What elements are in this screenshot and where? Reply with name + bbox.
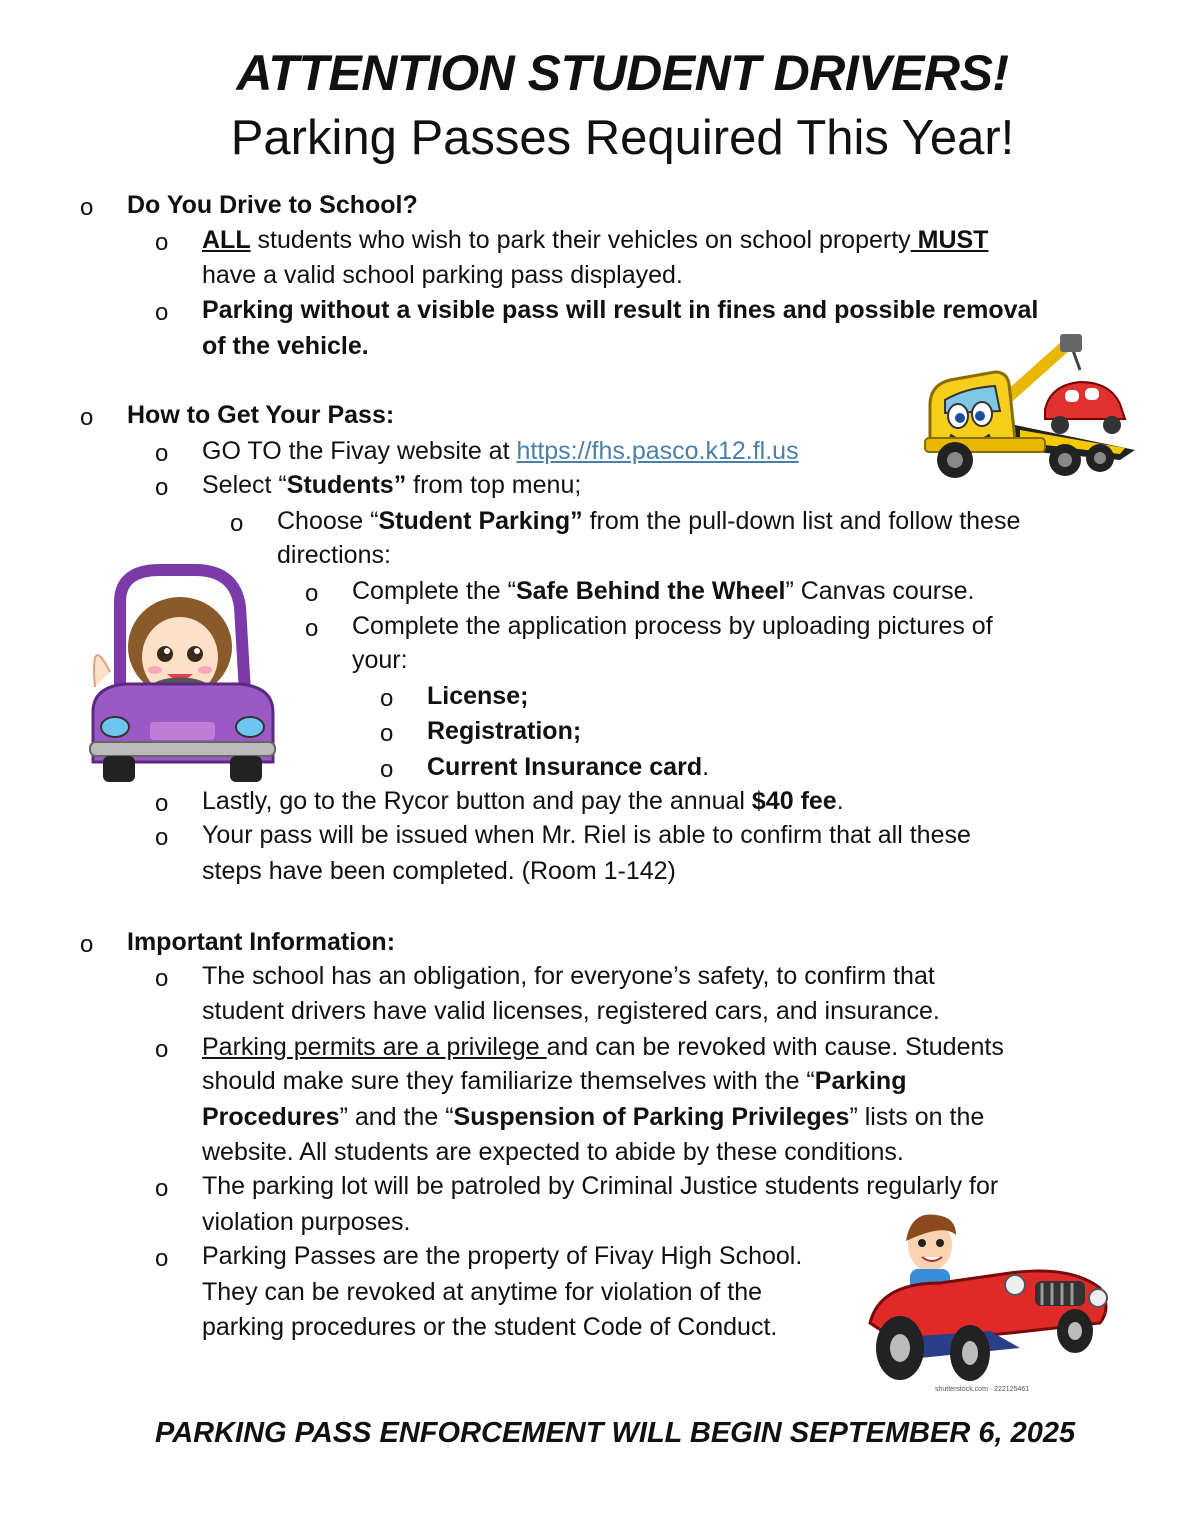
- list-item: Parking without a visible pass will result in fines and possible removal: [202, 296, 1039, 324]
- section-heading-how: How to Get Your Pass:: [127, 401, 395, 429]
- list-item-cont: student drivers have valid licenses, registered cars, and insurance.: [202, 997, 940, 1025]
- bullet: o: [80, 404, 94, 431]
- image-credit: shutterstock.com · 222125461: [935, 1386, 1030, 1393]
- list-item-cont: parking procedures or the student Code of Conduct.: [202, 1313, 778, 1341]
- list-item-cont: They can be revoked at anytime for violation of the: [202, 1278, 763, 1306]
- bullet: o: [155, 474, 169, 501]
- bullet: o: [155, 1245, 169, 1272]
- list-item: Parking Passes are the property of Fivay High School.: [202, 1242, 803, 1270]
- bullet: o: [155, 824, 169, 851]
- page-title: ATTENTION STUDENT DRIVERS!: [236, 45, 1009, 101]
- tow-truck-illustration: [920, 330, 1140, 490]
- list-item: Choose “Student Parking” from the pull-down list and follow these: [277, 507, 1021, 535]
- list-item-cont: Procedures” and the “Suspension of Parking Privileges” lists on the: [202, 1103, 985, 1131]
- list-item-cont: directions:: [277, 541, 391, 569]
- bullet: o: [155, 1175, 169, 1202]
- bullet: o: [380, 685, 394, 712]
- list-item: Select “Students” from top menu;: [202, 471, 582, 499]
- bullet: o: [305, 580, 319, 607]
- list-item: The parking lot will be patroled by Criminal Justice students regularly for: [202, 1172, 999, 1200]
- girl-driving-car-illustration: [85, 562, 280, 784]
- enforcement-footer: PARKING PASS ENFORCEMENT WILL BEGIN SEPTEMBER 6, 2025: [155, 1417, 1076, 1449]
- bullet: o: [155, 440, 169, 467]
- bullet: o: [380, 756, 394, 783]
- bullet: o: [155, 299, 169, 326]
- section-heading-drive: Do You Drive to School?: [127, 191, 418, 219]
- list-item-cont: your:: [352, 646, 408, 674]
- bullet: o: [155, 790, 169, 817]
- list-item: The school has an obligation, for everyone’s safety, to confirm that: [202, 962, 935, 990]
- bullet: o: [305, 615, 319, 642]
- bullet: o: [80, 931, 94, 958]
- fivay-website-link[interactable]: https://fhs.pasco.k12.fl.us: [516, 437, 799, 465]
- list-item: Lastly, go to the Rycor button and pay the annual $40 fee.: [202, 787, 844, 815]
- list-item: License;: [427, 682, 529, 710]
- list-item: Complete the “Safe Behind the Wheel” Canvas course.: [352, 577, 975, 605]
- list-item-cont: website. All students are expected to abide by these conditions.: [202, 1138, 904, 1166]
- list-item: Complete the application process by uploading pictures of: [352, 612, 993, 640]
- list-item: GO TO the Fivay website at https://fhs.pasco.k12.fl.us: [202, 437, 799, 465]
- list-item-cont: violation purposes.: [202, 1208, 411, 1236]
- bullet: o: [155, 1036, 169, 1063]
- bullet: o: [155, 229, 169, 256]
- list-item: Registration;: [427, 717, 582, 745]
- list-item: Your pass will be issued when Mr. Riel is able to confirm that all these: [202, 821, 971, 849]
- list-item-cont: of the vehicle.: [202, 332, 369, 360]
- list-item: ALL students who wish to park their vehicles on school property MUST: [202, 226, 989, 254]
- bullet: o: [230, 510, 244, 537]
- list-item: Parking permits are a privilege and can be revoked with cause. Students: [202, 1033, 1004, 1061]
- section-heading-important: Important Information:: [127, 928, 396, 956]
- list-item-cont: have a valid school parking pass displayed.: [202, 261, 683, 289]
- bullet: o: [80, 194, 94, 221]
- list-item-cont: should make sure they familiarize themselves with the “Parking: [202, 1067, 907, 1095]
- list-item-cont: steps have been completed. (Room 1-142): [202, 857, 676, 885]
- bullet: o: [155, 965, 169, 992]
- boy-driving-red-car-illustration: [860, 1213, 1112, 1388]
- list-item: Current Insurance card.: [427, 753, 710, 781]
- bullet: o: [380, 720, 394, 747]
- page-subtitle: Parking Passes Required This Year!: [230, 111, 1015, 165]
